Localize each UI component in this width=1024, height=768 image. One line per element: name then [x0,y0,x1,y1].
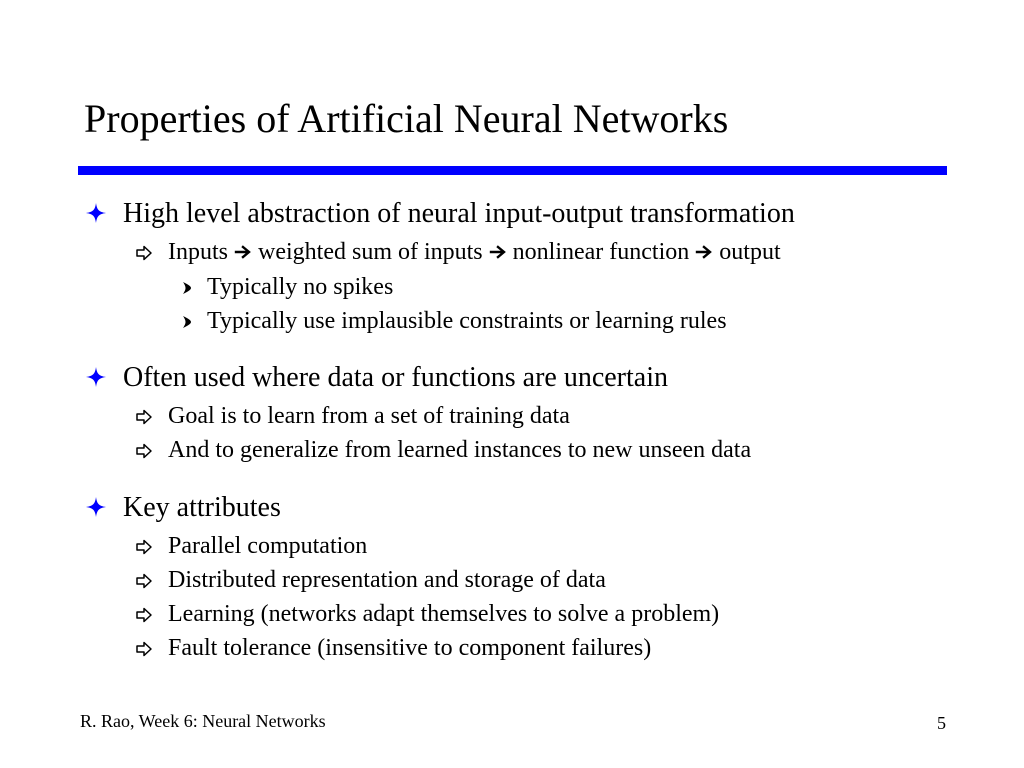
bullet-level1 [123,492,281,524]
right-arrow-icon [234,244,252,260]
bullet-level2 [168,436,751,464]
four-point-star-icon [85,202,107,224]
hollow-arrow-icon [135,641,153,657]
flow-step: Inputs [168,239,228,265]
bullet-level2 [168,600,719,628]
bullet-level1 [123,198,795,230]
bullet-text: Parallel computation [168,533,368,559]
curved-arrowhead-icon [182,281,192,295]
bullet-text: Distributed representation and storage of data [168,567,606,593]
bullet-level2 [168,634,651,662]
bullet-text: Fault tolerance (insensitive to component failures) [168,635,652,661]
bullet-level2 [168,238,781,266]
page-number: 5 [937,713,946,733]
bullet-text: Often used where data or functions are uncertain [123,362,668,393]
slide-title: Properties of Artificial Neural Networks [84,96,729,141]
bullet-text: And to generalize from learned instances to new unseen data [168,437,752,463]
curved-arrowhead-icon [182,315,192,329]
bullet-level2 [168,532,367,560]
bullet-text: Learning (networks adapt themselves to solve a problem) [168,601,720,627]
flow-step: nonlinear function [512,239,690,265]
bullet-level2 [168,402,570,430]
bullet-text: Key attributes [123,492,281,523]
hollow-arrow-icon [135,443,153,459]
bullet-text: Goal is to learn from a set of training data [168,403,570,429]
bullet-text: Typically no spikes [207,274,394,300]
footer-course-label: R. Rao, Week 6: Neural Networks [80,711,326,731]
bullet-level3 [207,273,393,301]
hollow-arrow-icon [135,539,153,555]
four-point-star-icon [85,496,107,518]
hollow-arrow-icon [135,573,153,589]
hollow-arrow-icon [135,245,153,261]
bullet-text: Typically use implausible constraints or learning rules [207,308,727,334]
flow-step: output [719,239,781,265]
bullet-level3 [207,307,727,335]
bullet-level2 [168,566,606,594]
flow-step: weighted sum of inputs [258,239,483,265]
right-arrow-icon [695,244,713,260]
hollow-arrow-icon [135,409,153,425]
four-point-star-icon [85,366,107,388]
hollow-arrow-icon [135,607,153,623]
bullet-level1 [123,362,668,394]
bullet-text: High level abstraction of neural input-output transformation [123,198,795,229]
right-arrow-icon [489,244,507,260]
